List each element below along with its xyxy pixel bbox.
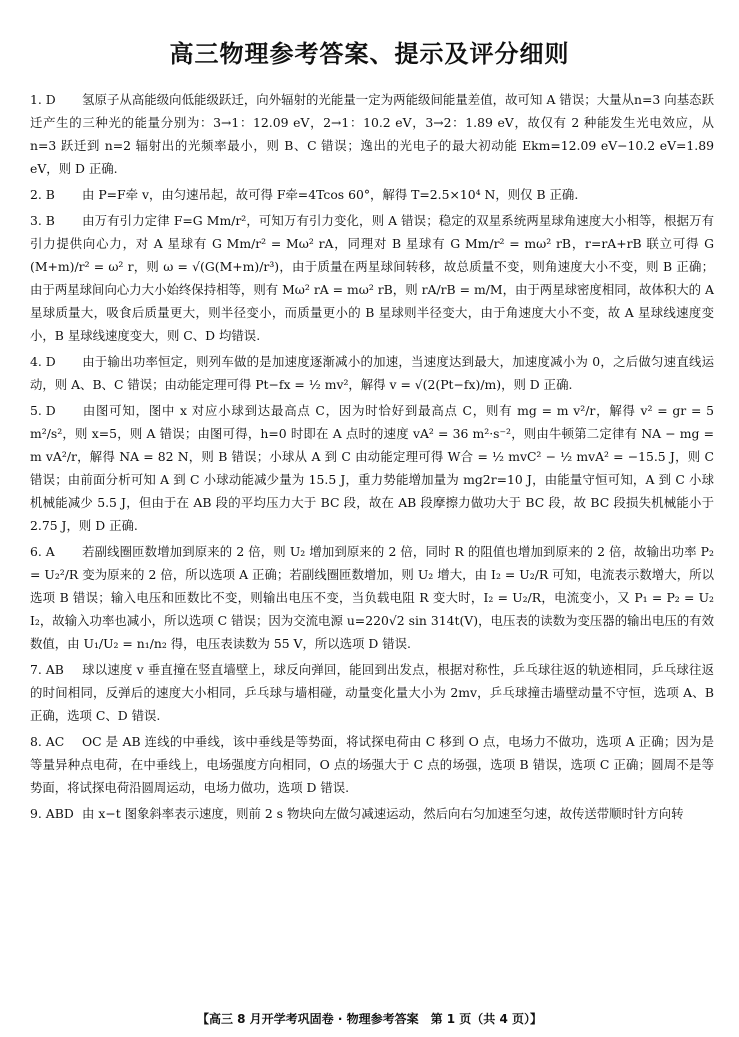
answer-item [30, 802, 714, 825]
answer-list [30, 88, 714, 828]
answer-label: 4. D [30, 354, 56, 369]
answer-explanation: 由 P=F牵 v，由匀速吊起，故可得 F牵=4Tcos 60°，解得 T=2.5×10⁴ N，则仅 B 正确. [82, 187, 579, 202]
answer-explanation: 由 x−t 图象斜率表示速度，则前 2 s 物块向左做匀减速运动，然后向右匀加速至匀速，故传送带顺时针方向转 [82, 806, 684, 821]
answer-label: 1. D [30, 92, 56, 107]
answer-explanation: 由于输出功率恒定，则列车做的是加速度逐渐减小的加速，当速度达到最大，加速度减小为 0，之后做匀速直线运动，则 A、B、C 错误；由动能定理可得 Pt−fx = ½ mv²，解得 v = √(2(Pt−fx)/m)，则 D 正确. [30, 354, 714, 392]
answer-explanation: 若副线圈匝数增加到原来的 2 倍，则 U₂ 增加到原来的 2 倍，同时 R 的阻值也增加到原来的 2 倍，故输出功率 P₂ = U₂²/R 变为原来的 2 倍，所以选项 A 正确；若副线圈匝数增加，则 U₂ 增大，由 I₂ = U₂/R 可知，电流表示数增大，所以选项 B 错误；输入电压和匝数比不变，则输出电压不变，当负载电阻 R 变大时，I₂ = U₂/R，电流变小，又 P₁ = P₂ = U₂ I₂，故输入功率也减小，所以选项 C 错误；因为交流电源 u=220√2 sin 314t(V)，电压表的读数为变压器的输出电压的有效数值，由 U₁/U₂ = n₁/n₂ 得，电压表读数为 55 V，所以选项 D 错误. [30, 544, 714, 651]
answer-item [30, 540, 714, 655]
answer-explanation: 球以速度 v 垂直撞在竖直墙壁上，球反向弹回，能回到出发点，根据对称性，乒乓球往返的轨迹相同，乒乓球往返的时间相同，反弹后的速度大小相同，乒乓球与墙相碰，动量变化量大小为 2mv，乒乓球撞击墙壁动量不守恒，选项 A、B 正确，选项 C、D 错误. [30, 662, 714, 723]
answer-explanation: 氢原子从高能级向低能级跃迁，向外辐射的光能量一定为两能级间能量差值，故可知 A 错误；大量从n=3 向基态跃迁产生的三种光的能量分别为：3→1：12.09 eV，2→1：10.2 eV，3→2：1.89 eV，故仅有 2 种能发生光电效应，从 n=3 跃迁到 n=2 辐射出的光频率最小，则 B、C 错误；逸出的光电子的最大初动能 Ekm=12.09 eV−10.2 eV=1.89 eV，则 D 正确. [30, 92, 714, 176]
answer-label: 3. B [30, 213, 55, 228]
answer-label: 9. ABD [30, 806, 74, 821]
answer-label: 8. AC [30, 734, 65, 749]
answer-explanation: OC 是 AB 连线的中垂线，该中垂线是等势面，将试探电荷由 C 移到 O 点，电场力不做功，选项 A 正确；因为是等量异种点电荷，在中垂线上，电场强度方向相同，O 点的场强大于 C 点的场强，选项 B 错误，选项 C 正确；圆周不是等势面，将试探电荷沿圆周运动，电场力做功，选项 D 错误. [30, 734, 714, 795]
answer-item [30, 350, 714, 396]
answer-explanation: 由图可知，图中 x 对应小球到达最高点 C，因为时恰好到最高点 C，则有 mg = m v²/r，解得 v² = gr = 5 m²/s²，则 x=5，则 A 错误；由图可得，h=0 时即在 A 点时的速度 vA² = 36 m²·s⁻²，则由牛顿第二定律有 NA − mg = m vA²/r，解得 NA = 82 N，则 B 错误；小球从 A 到 C 由动能定理可得 W合 = ½ mvC² − ½ mvA² = −15.5 J，则 C 错误；由前面分析可知 A 到 C 小球动能减少量为 15.5 J，重力势能增加量为 mg2r=10 J，由能量守恒可知，A 到 C 小球机械能减少 5.5 J，但由于在 AB 段的平均压力大于 BC 段，故在 AB 段摩擦力做功大于 BC 段，故 BC 段损失机械能小于 2.75 J，则 D 正确. [30, 403, 714, 533]
answer-label: 2. B [30, 187, 55, 202]
answer-item [30, 183, 714, 206]
answer-item [30, 209, 714, 347]
answer-item [30, 658, 714, 727]
answer-label: 7. AB [30, 662, 64, 677]
page-footer: 【高三 8 月开学考巩固卷 · 物理参考答案 第 1 页（共 4 页）】 [196, 1012, 543, 1026]
answer-item [30, 730, 714, 799]
answer-label: 5. D [30, 403, 56, 418]
page-title: 高三物理参考答案、提示及评分细则 [169, 40, 570, 68]
answer-item [30, 88, 714, 180]
answer-item [30, 399, 714, 537]
answer-label: 6. A [30, 544, 55, 559]
answer-explanation: 由万有引力定律 F=G Mm/r²，可知万有引力变化，则 A 错误；稳定的双星系统两星球角速度大小相等，根据万有引力提供向心力，对 A 星球有 G Mm/r² = Mω² rA，同理对 B 星球有 G Mm/r² = mω² rB，r=rA+rB 联立可得 G (M+m)/r² = ω² r，则 ω = √(G(M+m)/r³)，由于质量在两星球间转移，故总质量不变，则角速度大小不变，则 B 正确；由于两星球间向心力大小始终保持相等，则有 Mω² rA = mω² rB，则 rA/rB = m/M，由于两星球密度相同，故体积大的 A 星球质量大，吸食后质量更大，则半径变小，而质量更小的 B 星球则半径变大，由于角速度大小不变，故 A 星球线速度变小，B 星球线速度变大，则 C、D 均错误. [30, 213, 714, 343]
